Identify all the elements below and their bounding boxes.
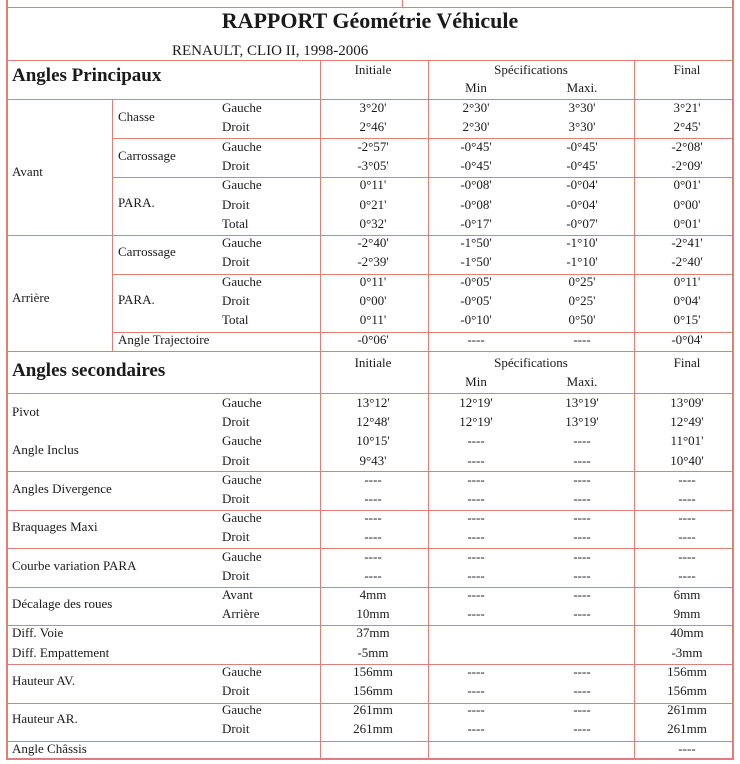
cell-min: ---- xyxy=(467,433,485,449)
cell-final: 261mm xyxy=(667,702,707,718)
header-final-2: Final xyxy=(673,355,701,370)
side-label: Droit xyxy=(222,157,250,173)
secondary-label: Angles Divergence xyxy=(12,480,112,496)
cell-initial: ---- xyxy=(364,471,382,487)
cell-initial: 156mm xyxy=(353,663,393,679)
side-label: Total xyxy=(222,312,249,328)
cell-initial: 2°46' xyxy=(359,119,387,135)
vehicle-subtitle: RENAULT, CLIO II, 1998-2006 xyxy=(172,43,369,59)
cell-initial: 12°48' xyxy=(356,414,390,430)
cell-min: -0°08' xyxy=(460,196,492,212)
secondary-label: Hauteur AV. xyxy=(12,672,76,688)
row-divider xyxy=(112,138,732,139)
cell-initial: 9°43' xyxy=(359,452,387,468)
group-label-avant: Avant xyxy=(12,164,43,179)
cell-max: ---- xyxy=(573,529,591,545)
cell-initial: ---- xyxy=(364,548,382,564)
cell-initial: 0°11' xyxy=(359,312,387,328)
cell-max: 0°25' xyxy=(568,293,596,308)
secondary-label: Braquages Maxi xyxy=(12,519,98,535)
cell-min: -0°45' xyxy=(460,157,492,173)
cell-max: -0°45' xyxy=(566,138,598,154)
cell-max: 3°30' xyxy=(568,100,596,115)
cell-min: -1°50' xyxy=(460,235,492,251)
cell-final: 10°40' xyxy=(670,452,704,468)
cell-initial: 0°00' xyxy=(359,293,387,308)
cell-initial: 10mm xyxy=(356,606,390,622)
item-label: PARA. xyxy=(118,291,155,307)
side-label: Droit xyxy=(222,414,250,430)
cell-min: 12°19' xyxy=(459,414,493,430)
row-divider xyxy=(8,664,732,665)
report-page xyxy=(6,0,734,760)
cell-final: 40mm xyxy=(670,625,704,641)
cell-min: ---- xyxy=(467,471,485,487)
row-divider xyxy=(112,177,732,178)
cell-max: 0°25' xyxy=(568,273,596,289)
cell-final: -2°40' xyxy=(671,254,703,270)
side-label: Gauche xyxy=(222,663,262,679)
cell-max: -0°07' xyxy=(566,215,598,231)
cell-initial: 0°21' xyxy=(359,196,387,212)
cell-final: 156mm xyxy=(667,663,707,679)
cell-final: 12°49' xyxy=(670,414,704,430)
secondary-label: Pivot xyxy=(12,404,40,419)
cell-max: ---- xyxy=(573,663,591,679)
cell-final: -0°04' xyxy=(671,331,703,347)
cell-min: ---- xyxy=(467,702,485,718)
cell-max: -1°10' xyxy=(566,254,598,270)
cell-min: ---- xyxy=(467,510,485,526)
row-divider xyxy=(8,510,732,511)
cell-initial: -2°40' xyxy=(357,235,389,251)
cell-initial: -3°05' xyxy=(357,157,389,173)
side-label: Gauche xyxy=(222,510,262,526)
cell-min: ---- xyxy=(467,491,485,506)
side-label: Gauche xyxy=(222,471,262,487)
cell-initial: 13°12' xyxy=(356,395,390,410)
cell-max: ---- xyxy=(573,491,591,506)
row-divider xyxy=(8,703,732,704)
cell-final: ---- xyxy=(678,548,696,564)
row-divider xyxy=(8,351,732,352)
column-divider xyxy=(428,60,429,760)
side-label: Droit xyxy=(222,119,250,135)
cell-final: 0°01' xyxy=(673,215,701,231)
item-label: Carrossage xyxy=(118,244,176,260)
cell-min: -0°45' xyxy=(460,138,492,154)
cell-initial: ---- xyxy=(364,510,382,526)
cell-max: -0°04' xyxy=(566,177,598,193)
cell-final: ---- xyxy=(678,491,696,506)
side-label: Gauche xyxy=(222,273,262,289)
header-specifications: Spécifications xyxy=(494,62,568,77)
side-label: Gauche xyxy=(222,100,262,115)
cell-min: 2°30' xyxy=(462,100,490,115)
cell-max: -0°04' xyxy=(566,196,598,212)
cell-final: 9mm xyxy=(673,606,701,622)
cell-final: 156mm xyxy=(667,683,707,698)
header-specifications-2: Spécifications xyxy=(494,355,568,370)
cell-min: ---- xyxy=(467,721,485,737)
header-final: Final xyxy=(673,62,701,77)
divider xyxy=(402,0,403,7)
side-label: Droit xyxy=(222,491,250,506)
header-initial: Initiale xyxy=(354,62,392,77)
side-label: Gauche xyxy=(222,702,262,718)
secondary-label: Décalage des roues xyxy=(12,596,113,611)
item-label: Carrossage xyxy=(118,147,176,163)
cell-initial: 0°11' xyxy=(359,177,387,193)
side-label: Gauche xyxy=(222,235,262,251)
cell-max: ---- xyxy=(573,587,591,602)
cell-initial: 261mm xyxy=(353,721,393,737)
cell-initial: -0°06' xyxy=(357,331,389,347)
cell-max: -0°45' xyxy=(566,157,598,173)
cell-max: ---- xyxy=(573,471,591,487)
cell-min: ---- xyxy=(467,529,485,545)
cell-min: -0°08' xyxy=(460,177,492,193)
item-label: Chasse xyxy=(118,109,155,124)
cell-min: -0°05' xyxy=(460,293,492,308)
header-min-2: Min xyxy=(465,374,487,389)
row-divider xyxy=(8,741,732,742)
cell-max: 0°50' xyxy=(568,312,596,328)
side-label: Arrière xyxy=(222,606,260,622)
secondary-label: Courbe variation PARA xyxy=(12,557,137,573)
cell-final: 0°00' xyxy=(673,196,701,212)
side-label: Droit xyxy=(222,683,250,698)
cell-min: ---- xyxy=(467,587,485,602)
cell-min: ---- xyxy=(467,683,485,698)
cell-min: ---- xyxy=(467,548,485,564)
cell-initial: 10°15' xyxy=(356,433,390,449)
column-divider xyxy=(634,60,635,760)
cell-min: ---- xyxy=(467,606,485,622)
column-divider xyxy=(112,99,113,351)
item-label: Angle Trajectoire xyxy=(118,331,210,347)
cell-initial: -2°39' xyxy=(357,254,389,270)
header-max-2: Maxi. xyxy=(566,374,598,389)
cell-max: ---- xyxy=(573,433,591,449)
row-divider xyxy=(8,60,732,61)
cell-min: ---- xyxy=(467,663,485,679)
cell-min: ---- xyxy=(467,452,485,468)
side-label: Avant xyxy=(222,587,253,602)
cell-max: -1°10' xyxy=(566,235,598,251)
cell-initial: ---- xyxy=(364,567,382,583)
top-strip xyxy=(8,0,732,8)
row-divider xyxy=(8,625,732,626)
cell-max: ---- xyxy=(573,683,591,698)
cell-final: 0°01' xyxy=(673,177,701,193)
cell-max: ---- xyxy=(573,721,591,737)
secondary-label: Hauteur AR. xyxy=(12,711,78,727)
cell-final: 2°45' xyxy=(673,119,701,135)
cell-min: -0°10' xyxy=(460,312,492,328)
cell-min: -0°17' xyxy=(460,215,492,231)
cell-max: ---- xyxy=(573,331,591,347)
header-min: Min xyxy=(465,80,487,95)
side-label: Gauche xyxy=(222,138,262,154)
section-title-main: Angles Principaux xyxy=(12,65,162,86)
cell-initial: -5mm xyxy=(357,644,389,660)
cell-final: 6mm xyxy=(673,587,701,602)
cell-initial: -2°57' xyxy=(357,138,389,154)
side-label: Droit xyxy=(222,721,250,737)
row-divider xyxy=(8,548,732,549)
cell-initial: ---- xyxy=(364,491,382,506)
cell-initial: 37mm xyxy=(356,625,390,641)
row-divider xyxy=(8,471,732,472)
side-label: Droit xyxy=(222,293,250,308)
secondary-label: Diff. Voie xyxy=(12,625,64,641)
item-label: PARA. xyxy=(118,195,155,211)
secondary-label: Angle Châssis xyxy=(12,740,87,756)
cell-initial: ---- xyxy=(364,529,382,545)
header-max: Maxi. xyxy=(566,80,598,95)
cell-initial: 261mm xyxy=(353,702,393,718)
cell-max: ---- xyxy=(573,606,591,622)
cell-final: ---- xyxy=(678,510,696,526)
cell-max: ---- xyxy=(573,510,591,526)
column-divider xyxy=(320,60,321,760)
side-label: Gauche xyxy=(222,177,262,193)
cell-final: 0°04' xyxy=(673,293,701,308)
cell-final: 11°01' xyxy=(670,433,704,449)
cell-initial: 0°11' xyxy=(359,273,387,289)
row-divider xyxy=(8,587,732,588)
side-label: Droit xyxy=(222,254,250,270)
cell-initial: 0°32' xyxy=(359,215,387,231)
secondary-label: Diff. Empattement xyxy=(12,644,110,660)
row-divider xyxy=(112,332,732,333)
cell-final: -2°41' xyxy=(671,235,703,251)
cell-max: ---- xyxy=(573,452,591,468)
page-title: RAPPORT Géométrie Véhicule xyxy=(221,8,519,33)
side-label: Gauche xyxy=(222,395,262,410)
cell-final: 0°15' xyxy=(673,312,701,328)
side-label: Gauche xyxy=(222,433,262,449)
side-label: Gauche xyxy=(222,548,262,564)
side-label: Total xyxy=(222,215,249,231)
cell-max: ---- xyxy=(573,567,591,583)
cell-max: 13°19' xyxy=(565,395,599,410)
cell-max: 13°19' xyxy=(565,414,599,430)
cell-min: ---- xyxy=(467,331,485,347)
cell-max: ---- xyxy=(573,548,591,564)
row-divider xyxy=(112,274,732,275)
cell-min: ---- xyxy=(467,567,485,583)
cell-final: 261mm xyxy=(667,721,707,737)
side-label: Droit xyxy=(222,196,250,212)
section-title-secondary: Angles secondaires xyxy=(12,360,166,381)
cell-final: -2°08' xyxy=(671,138,703,154)
cell-final: ---- xyxy=(678,529,696,545)
cell-final: ---- xyxy=(678,471,696,487)
cell-final: -3mm xyxy=(671,644,703,660)
cell-final: 3°21' xyxy=(673,100,701,115)
cell-initial: 4mm xyxy=(359,587,387,602)
header-initial-2: Initiale xyxy=(354,355,392,370)
cell-min: -0°05' xyxy=(460,273,492,289)
cell-min: 12°19' xyxy=(459,395,493,410)
cell-initial: 156mm xyxy=(353,683,393,698)
row-divider xyxy=(8,393,732,394)
cell-final: -2°09' xyxy=(671,157,703,173)
side-label: Droit xyxy=(222,529,250,545)
cell-final: ---- xyxy=(678,567,696,583)
cell-initial: 3°20' xyxy=(359,100,387,115)
side-label: Droit xyxy=(222,567,250,583)
cell-final: ---- xyxy=(678,740,696,756)
group-label-arriere: Arrière xyxy=(12,290,50,305)
side-label: Droit xyxy=(222,452,250,468)
row-divider xyxy=(8,235,732,236)
cell-max: 3°30' xyxy=(568,119,596,135)
cell-final: 0°11' xyxy=(673,273,701,289)
secondary-label: Angle Inclus xyxy=(12,442,79,458)
cell-min: -1°50' xyxy=(460,254,492,270)
cell-max: ---- xyxy=(573,702,591,718)
cell-final: 13°09' xyxy=(670,395,704,410)
cell-min: 2°30' xyxy=(462,119,490,135)
